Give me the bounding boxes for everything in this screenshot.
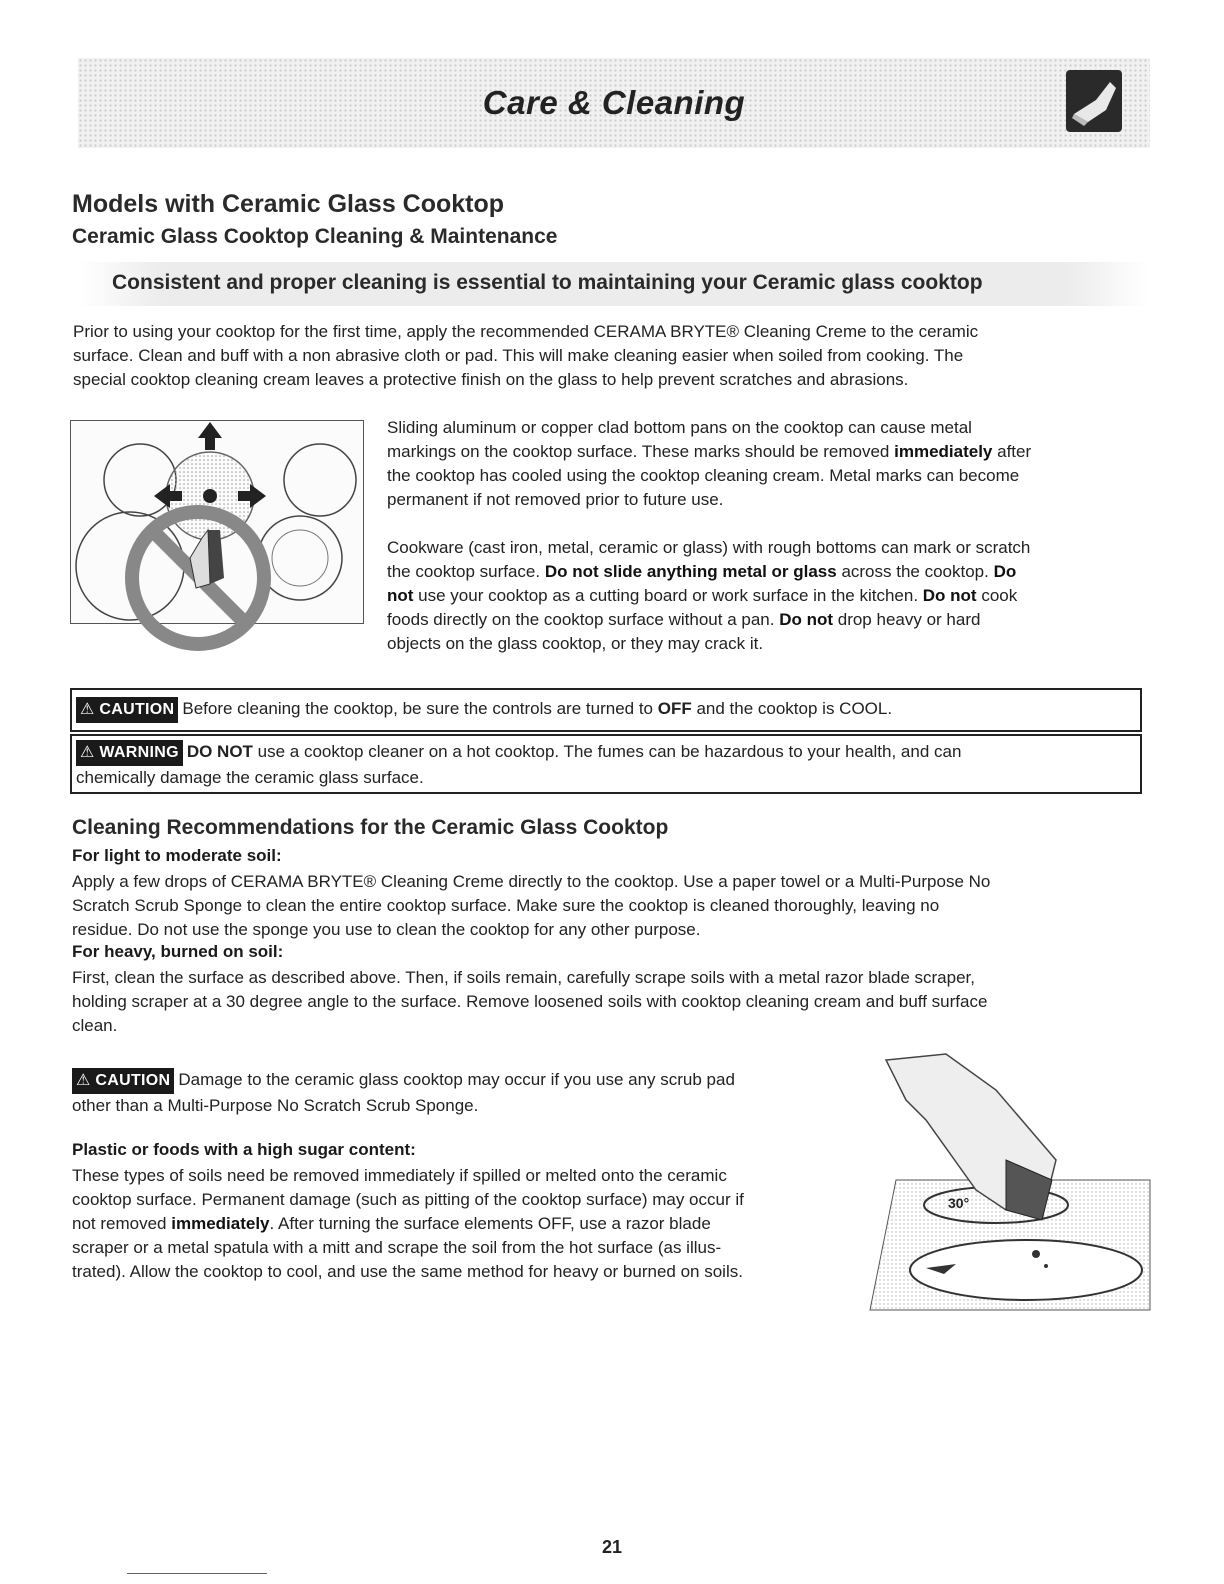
text-line: trated). Allow the cooktop to cool, and use the same method for heavy or burned on soils. xyxy=(72,1262,743,1281)
consistent-cleaning-banner xyxy=(78,262,1150,306)
footer-line xyxy=(127,1573,267,1574)
text-line: Scratch Scrub Sponge to clean the entire cooktop surface. Make sure the cooktop is cleaned thoroughly, leaving no xyxy=(72,896,940,915)
text-line: markings on the cooktop surface. These marks should be removed immediately after xyxy=(387,442,1032,461)
text-line: First, clean the surface as described above. Then, if soils remain, carefully scrape soils with a metal razor blade scraper, xyxy=(72,968,975,987)
cleaning-hand-icon xyxy=(1066,70,1122,132)
heavy-soil-heading: For heavy, burned on soil: xyxy=(72,942,284,961)
page-number: 21 xyxy=(601,1537,623,1557)
scraper-illustration xyxy=(866,1050,1156,1314)
caution-box xyxy=(70,688,1142,732)
consistent-cleaning-text: Consistent and proper cleaning is essential to maintaining your Ceramic glass cooktop xyxy=(112,271,983,294)
intro-line: special cooktop cleaning cream leaves a protective finish on the glass to help prevent scratches and abrasions. xyxy=(73,370,909,389)
text-line: permanent if not removed prior to future use. xyxy=(387,490,724,509)
light-soil-paragraph xyxy=(72,870,1142,942)
header-banner xyxy=(78,58,1150,148)
text-line: residue. Do not use the sponge you use to clean the cooktop for any other purpose. xyxy=(72,920,701,939)
no-sliding-illustration xyxy=(70,418,370,658)
intro-line: Prior to using your cooktop for the first time, apply the recommended CERAMA BRYTE® Cleaning Creme to the ceramic xyxy=(73,322,979,341)
models-heading: Models with Ceramic Glass Cooktop xyxy=(72,190,505,218)
scrub-pad-caution: ⚠ CAUTION Damage to the ceramic glass cooktop may occur if you use any scrub pad other than a Multi-Purpose No Scratch Scrub Sponge. xyxy=(72,1070,735,1115)
text-line: Apply a few drops of CERAMA BRYTE® Cleaning Creme directly to the cooktop. Use a paper towel or a Multi-Purpose No xyxy=(72,872,991,891)
light-soil-heading: For light to moderate soil: xyxy=(72,846,282,865)
recommendations-heading: Cleaning Recommendations for the Ceramic Glass Cooktop xyxy=(72,816,669,839)
text-line: the cooktop has cooled using the cooktop cleaning cream. Metal marks can become xyxy=(387,466,1020,485)
burner-ring-top-left xyxy=(104,444,176,516)
sugar-content-heading: Plastic or foods with a high sugar content: xyxy=(72,1140,416,1159)
text-line: the cooktop surface. Do not slide anything metal or glass across the cooktop. Do xyxy=(387,562,1017,581)
text-line: clean. xyxy=(72,1016,118,1035)
caution-text: ⚠ CAUTION Before cleaning the cooktop, be sure the controls are turned to OFF and the cooktop is COOL. xyxy=(76,697,892,723)
text-line: Cookware (cast iron, metal, ceramic or glass) with rough bottoms can mark or scratch xyxy=(387,538,1031,557)
sliding-pans-paragraph xyxy=(387,416,1147,512)
heavy-soil-paragraph xyxy=(72,966,1142,1038)
page-title: Care & Cleaning xyxy=(482,84,746,121)
warning-box xyxy=(70,734,1142,794)
text-line: not use your cooktop as a cutting board or work surface in the kitchen. Do not cook xyxy=(387,586,1018,605)
burner-ring-bottom-right xyxy=(258,516,342,600)
caution-badge: ⚠ CAUTION xyxy=(72,1068,174,1094)
angle-label: 30° xyxy=(948,1195,970,1211)
text-line: foods directly on the cooktop surface without a pan. Do not drop heavy or hard xyxy=(387,610,981,629)
text-line: objects on the glass cooktop, or they may crack it. xyxy=(387,634,764,653)
text-line: holding scraper at a 30 degree angle to the surface. Remove loosened soils with cooktop cleaning cream and buff surface xyxy=(72,992,988,1011)
caution-badge: ⚠ CAUTION xyxy=(76,697,178,723)
warning-badge: ⚠ WARNING xyxy=(76,740,183,766)
text-line: These types of soils need be removed immediately if spilled or melted onto the ceramic xyxy=(72,1166,727,1185)
cookware-paragraph xyxy=(387,536,1147,656)
maintenance-heading: Ceramic Glass Cooktop Cleaning & Maintenance xyxy=(72,225,558,248)
text-line: cooktop surface. Permanent damage (such as pitting of the cooktop surface) may occur if xyxy=(72,1190,744,1209)
burner-ring-top-right xyxy=(284,444,356,516)
text-line: Sliding aluminum or copper clad bottom pans on the cooktop can cause metal xyxy=(387,418,972,437)
text-line: scraper or a metal spatula with a mitt and scrape the soil from the hot surface (as illus- xyxy=(72,1238,722,1257)
arrow-up-icon xyxy=(198,422,222,450)
sugar-content-paragraph xyxy=(72,1164,862,1284)
intro-line: surface. Clean and buff with a non abrasive cloth or pad. This will make cleaning easier when soiled from cooking. The xyxy=(73,346,964,365)
intro-paragraph xyxy=(73,320,1133,392)
text-line: not removed immediately. After turning the surface elements OFF, use a razor blade xyxy=(72,1214,711,1233)
warning-text: ⚠ WARNING DO NOT use a cooktop cleaner on a hot cooktop. The fumes can be hazardous to your health, and can chemically damage the ceramic glass surface. xyxy=(76,742,962,787)
